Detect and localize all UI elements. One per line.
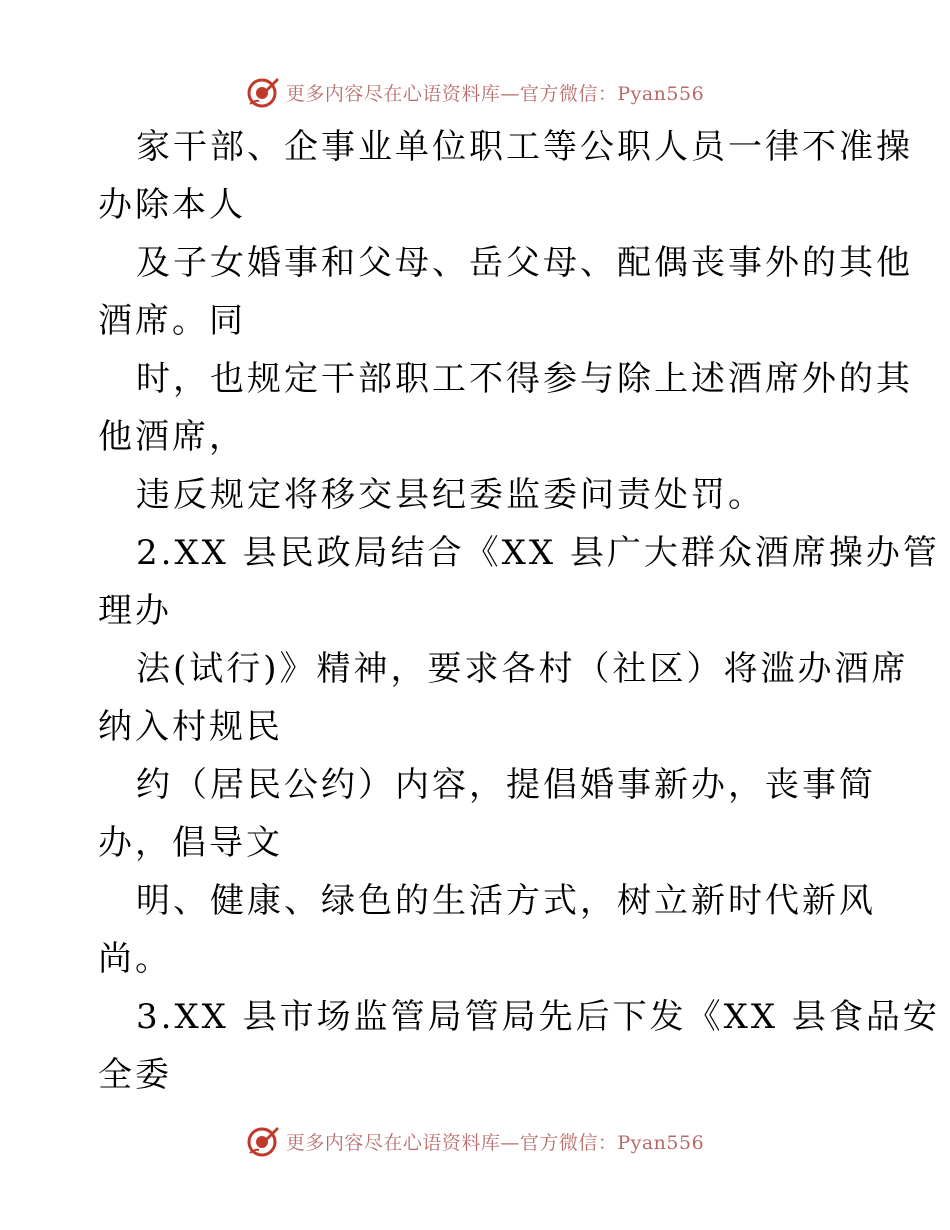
text-line: 全委	[98, 1055, 172, 1095]
text-line: 及子女婚事和父母、岳父母、配偶丧事外的其他	[136, 243, 913, 283]
header-watermark	[0, 72, 950, 112]
text-line: 办除本人	[98, 185, 246, 225]
watermark-text: 更多内容尽在心语资料库—官方微信：Pyan556	[285, 1131, 705, 1154]
text-line: 明、健康、绿色的生活方式，树立新时代新风	[136, 881, 876, 921]
document-body	[98, 118, 940, 1104]
text-line: 办，倡导文	[98, 823, 283, 863]
text-line: 家干部、企事业单位职工等公职人员一律不准操	[136, 127, 913, 167]
text-line: 尚。	[98, 939, 172, 979]
text-line: 2.XX 县民政局结合《XX 县广大群众酒席操办管	[136, 533, 940, 573]
footer-watermark	[0, 1121, 950, 1161]
text-line: 他酒席，	[98, 417, 246, 457]
text-line: 时，也规定干部职工不得参与除上述酒席外的其	[136, 359, 913, 399]
text-line: 违反规定将移交县纪委监委问责处罚。	[136, 475, 765, 515]
text-line: 纳入村规民	[98, 707, 283, 747]
text-line: 法(试行)》精神，要求各村（社区）将滥办酒席	[136, 649, 909, 689]
text-line: 约（居民公约）内容，提倡婚事新办，丧事简	[136, 765, 876, 805]
pen-logo-icon	[246, 1123, 282, 1159]
text-line: 3.XX 县市场监管局管局先后下发《XX 县食品安	[136, 997, 940, 1037]
watermark-text: 更多内容尽在心语资料库—官方微信：Pyan556	[285, 82, 705, 105]
pen-logo-icon	[246, 74, 282, 110]
text-line: 理办	[98, 591, 172, 631]
text-line: 酒席。同	[98, 301, 246, 341]
